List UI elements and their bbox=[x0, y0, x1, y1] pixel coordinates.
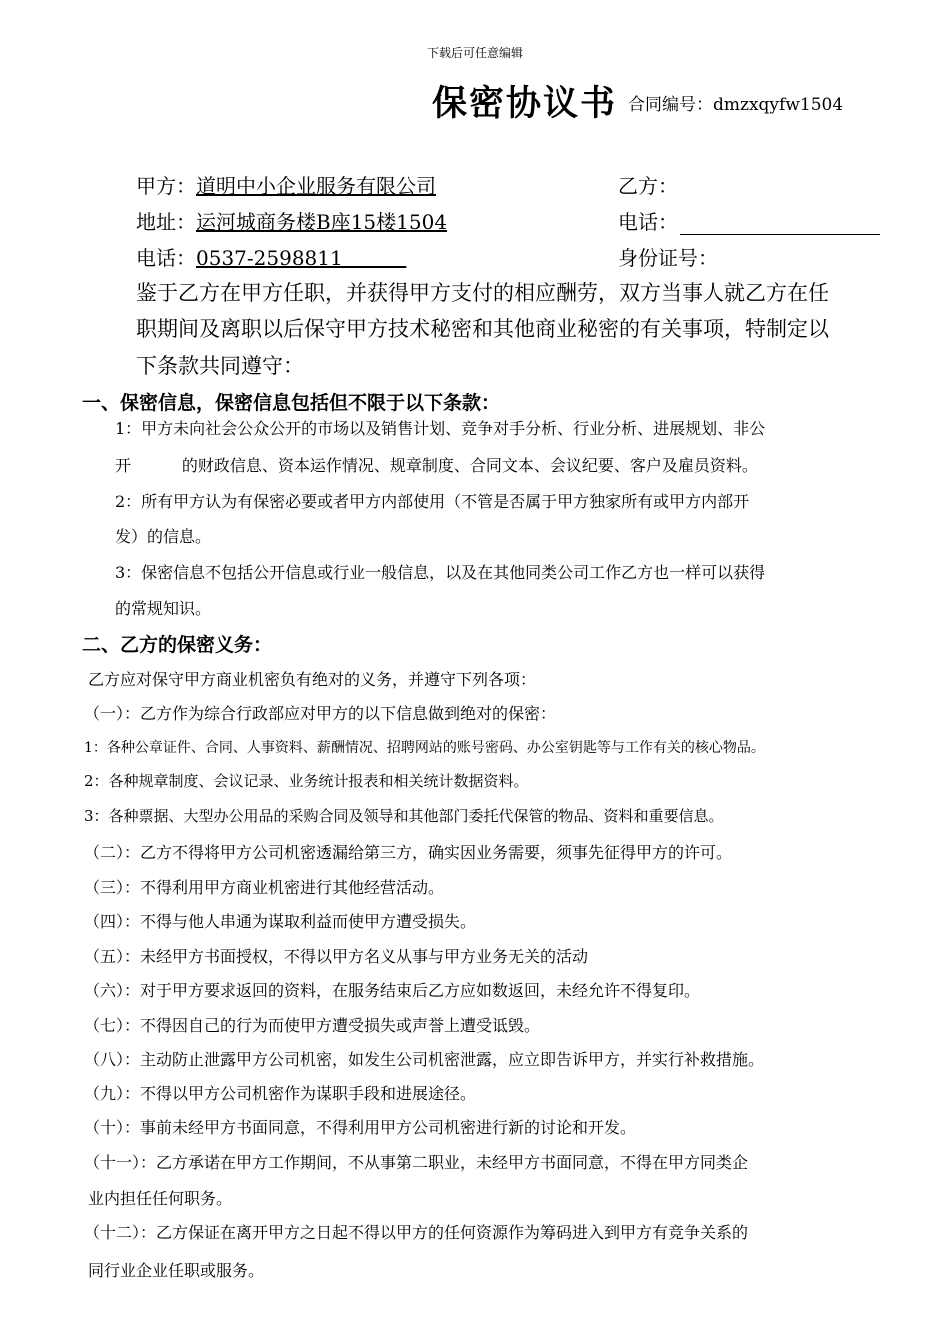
party-a-address bbox=[136, 206, 447, 235]
section1-heading: 一、保密信息，保密信息包括但不限于以下条款： bbox=[82, 392, 501, 414]
section2-intro: 乙方应对保守甲方商业机密负有绝对的义务，并遵守下列各项： bbox=[88, 670, 537, 689]
party-b-phone-label: 电话： bbox=[618, 210, 678, 234]
section2-item: （六）：对于甲方要求返回的资料，在服务结束后乙方应如数返回，未经允许不得复印。 bbox=[84, 981, 701, 1000]
party-a-phone bbox=[136, 242, 406, 271]
section2-item: （八）：主动防止泄露甲方公司机密，如发生公司机密泄露，应立即告诉甲方，并实行补救措施。 bbox=[84, 1050, 765, 1069]
preamble-line: 下条款共同遵守： bbox=[136, 354, 304, 378]
section2-subitem: 2：各种规章制度、会议记录、业务统计报表和相关统计数据资料。 bbox=[84, 772, 529, 790]
party-a-phone-value: 0537-2598811 bbox=[196, 246, 407, 270]
section2-item: （三）：不得利用甲方商业机密进行其他经营活动。 bbox=[84, 878, 445, 897]
party-a-phone-label: 电话： bbox=[136, 246, 196, 270]
section2-subitem: 3：各种票据、大型办公用品的采购合同及领导和其他部门委托代保管的物品、资料和重要信息。 bbox=[84, 807, 724, 825]
party-a-name-value: 道明中小企业服务有限公司 bbox=[196, 174, 436, 198]
section2-item: （十二）：乙方保证在离开甲方之日起不得以甲方的任何资源作为筹码进入到甲方有竞争关系的 bbox=[84, 1223, 749, 1242]
section2-heading: 二、乙方的保密义务： bbox=[82, 634, 273, 656]
party-b-id-label: 身份证号： bbox=[618, 246, 718, 270]
section2-item: （十一）：乙方承诺在甲方工作期间，不从事第二职业，未经甲方书面同意，不得在甲方同类企 bbox=[84, 1153, 749, 1172]
preamble-line: 职期间及离职以后保守甲方技术秘密和其他商业秘密的有关事项，特制定以 bbox=[136, 317, 829, 341]
party-a-address-value: 运河城商务楼B座15楼1504 bbox=[196, 210, 448, 234]
section2-item: 同行业企业任职或服务。 bbox=[88, 1261, 265, 1280]
section2-item: （一）：乙方作为综合行政部应对甲方的以下信息做到绝对的保密： bbox=[84, 704, 557, 723]
download-note: 下载后可任意编辑 bbox=[426, 46, 523, 60]
section1-line: 3：保密信息不包括公开信息或行业一般信息，以及在其他同类公司工作乙方也一样可以获得 bbox=[115, 563, 766, 582]
contract-number: 合同编号：dmzxqyfw1504 bbox=[628, 95, 844, 115]
party-a-name bbox=[136, 170, 436, 199]
section2-item: （五）：未经甲方书面授权，不得以甲方名义从事与甲方业务无关的活动 bbox=[84, 947, 589, 966]
section2-item: （二）：乙方不得将甲方公司机密透漏给第三方，确实因业务需要，须事先征得甲方的许可。 bbox=[84, 843, 733, 862]
party-b-phone bbox=[618, 206, 880, 235]
section1-line: 1：甲方未向社会公众公开的市场以及销售计划、竞争对手分析、行业分析、进展规划、非公 bbox=[115, 419, 766, 438]
preamble-line: 鉴于乙方在甲方任职，并获得甲方支付的相应酬劳，双方当事人就乙方在任 bbox=[136, 281, 829, 305]
section1-line: 的常规知识。 bbox=[115, 599, 212, 618]
section2-item: （七）：不得因自己的行为而使甲方遭受损失或声誉上遭受诋毁。 bbox=[84, 1016, 541, 1035]
section1-line: 2：所有甲方认为有保密必要或者甲方内部使用（不管是否属于甲方独家所有或甲方内部开 bbox=[115, 492, 750, 511]
section1-line: 发）的信息。 bbox=[115, 527, 212, 546]
section2-item: （四）：不得与他人串通为谋取利益而使甲方遭受损失。 bbox=[84, 912, 477, 931]
section1-line: 开 的财政信息、资本运作情况、规章制度、合同文本、会议纪要、客户及雇员资料。 bbox=[115, 456, 758, 475]
section2-item: 业内担任任何职务。 bbox=[88, 1189, 233, 1208]
party-b-name-label: 乙方： bbox=[618, 174, 678, 198]
party-a-address-label: 地址： bbox=[136, 210, 196, 234]
section2-item: （十）：事前未经甲方书面同意，不得利用甲方公司机密进行新的讨论和开发。 bbox=[84, 1118, 637, 1137]
document-title: 保密协议书 bbox=[432, 84, 618, 124]
section2-subitem: 1：各种公章证件、合同、人事资料、薪酬情况、招聘网站的账号密码、办公室钥匙等与工作有关的核心物品。 bbox=[84, 740, 765, 756]
party-a-name-label: 甲方： bbox=[136, 174, 196, 198]
section2-item: （九）：不得以甲方公司机密作为谋职手段和进展途径。 bbox=[84, 1084, 477, 1103]
party-b-phone-blank bbox=[680, 214, 880, 235]
